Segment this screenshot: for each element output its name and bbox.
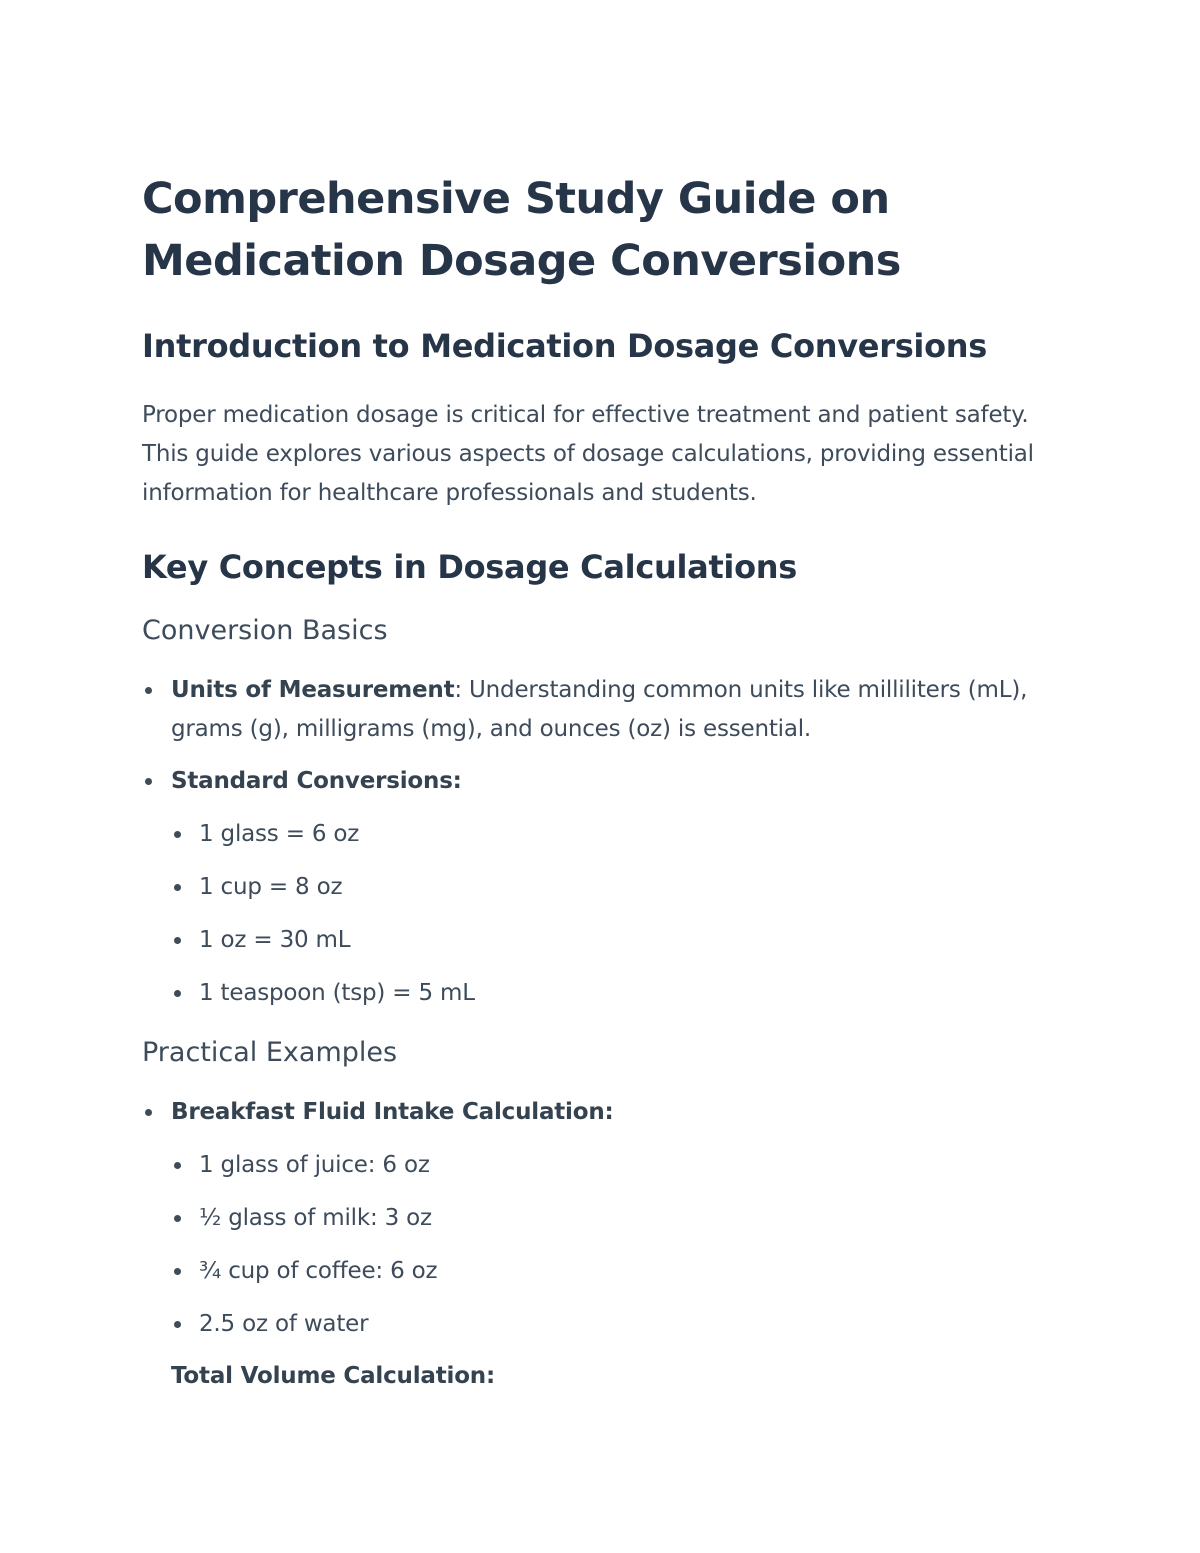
- total-volume-label: Total Volume Calculation:: [171, 1363, 495, 1389]
- conversion-item: 1 teaspoon (tsp) = 5 mL: [171, 974, 1062, 1013]
- units-text: : Understanding common units like milliliters (mL), grams (g), milligrams (mg), and ounces (oz) is essential.: [171, 677, 1028, 742]
- practical-examples-heading: Practical Examples: [142, 1037, 398, 1068]
- list-item-units: [142, 671, 1062, 749]
- key-concepts-heading: Key Concepts in Dosage Calculations: [142, 548, 798, 586]
- list-item-standard-conversions: [142, 762, 1062, 1013]
- intake-item: 2.5 oz of water: [171, 1305, 1062, 1344]
- conversion-item: 1 cup = 8 oz: [171, 868, 1062, 907]
- intake-item: 1 glass of juice: 6 oz: [171, 1146, 1062, 1185]
- units-label: Units of Measurement: [171, 677, 455, 703]
- breakfast-label: Breakfast Fluid Intake Calculation:: [171, 1099, 614, 1125]
- conversion-item: 1 oz = 30 mL: [171, 921, 1062, 960]
- intake-item: ½ glass of milk: 3 oz: [171, 1199, 1062, 1238]
- practical-examples-list: [142, 1093, 1062, 1344]
- intro-heading: Introduction to Medication Dosage Conversions: [142, 327, 988, 365]
- page-title: Comprehensive Study Guide on Medication Dosage Conversions: [142, 174, 901, 286]
- standard-conversions-sublist: [171, 815, 1062, 1013]
- conversion-basics-heading: Conversion Basics: [142, 615, 388, 646]
- list-item-breakfast: [142, 1093, 1062, 1344]
- intake-item: ¾ cup of coffee: 6 oz: [171, 1252, 1062, 1291]
- standard-conversions-label: Standard Conversions:: [171, 768, 462, 794]
- intro-paragraph: Proper medication dosage is critical for effective treatment and patient safety. This guide explores various aspects of dosage calculations, providing essential information for healthcare professionals and students.: [142, 402, 1034, 506]
- conversion-basics-list: [142, 671, 1062, 1013]
- document-page: [142, 168, 1062, 1396]
- conversion-item: 1 glass = 6 oz: [171, 815, 1062, 854]
- breakfast-sublist: [171, 1146, 1062, 1344]
